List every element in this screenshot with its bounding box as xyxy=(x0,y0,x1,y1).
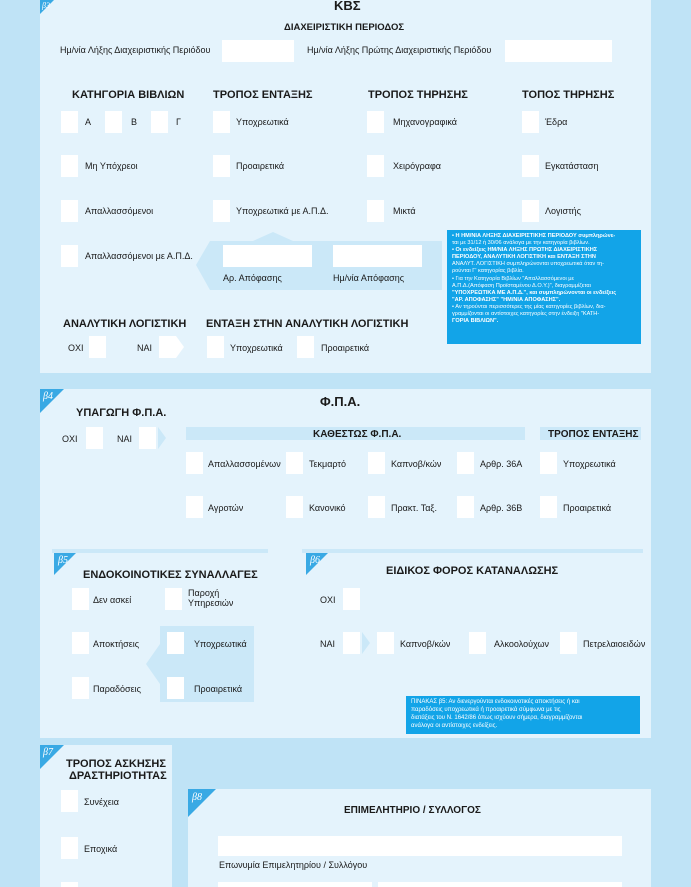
vat-art36b-label: Αρθρ. 36Β xyxy=(480,503,523,513)
sfk-alcohol-checkbox[interactable] xyxy=(469,632,486,654)
note-line: ΓΟΡΙΑ ΒΙΒΛΙΩΝ". xyxy=(452,318,499,325)
activity-continuous-label: Συνέχεια xyxy=(84,797,119,807)
vat-mandatory-checkbox[interactable] xyxy=(540,452,557,474)
chamber-second-field[interactable] xyxy=(218,882,372,887)
cat-not-obliged-label: Μη Υπόχρεοι xyxy=(85,161,138,171)
note-line: • Για την Κατηγορία Βιβλίων "Απαλλασσόμενοι με xyxy=(452,275,574,282)
period-subtitle: ΔΙΑΧΕΙΡΙΣΤΙΚΗ ΠΕΡΙΟΔΟΣ xyxy=(284,22,405,33)
place-accountant-checkbox[interactable] xyxy=(522,200,539,222)
vat-farmers-label: Αγροτών xyxy=(208,503,244,513)
vat-lump-label: Τεκμαρτό xyxy=(309,459,346,469)
note-line: • Η ΗΜ/ΝΙΑ ΛΗΞΗΣ ΔΙΑΧΕΙΡΙΣΤΙΚΗΣ ΠΕΡΙΟΔΟΥ συμπληρώνε- xyxy=(452,233,616,239)
ic-optional-label: Προαιρετικά xyxy=(194,684,243,694)
vat-no-label: ΟΧΙ xyxy=(62,434,78,444)
vat-optional-checkbox[interactable] xyxy=(540,496,557,518)
ic-mode-arrow xyxy=(146,644,160,684)
ic-optional-checkbox[interactable] xyxy=(167,677,184,699)
ic-services-label-1: Παροχή xyxy=(188,588,220,598)
cat-exempt-label: Απαλλασσόμενοι xyxy=(85,206,154,216)
section-b6-label: β6 xyxy=(310,555,320,566)
place-install-label: Εγκατάσταση xyxy=(545,161,599,171)
cat-b-checkbox[interactable] xyxy=(105,111,122,133)
section-b4-title: Φ.Π.Α. xyxy=(320,394,361,409)
analytic-no-label: ΟΧΙ xyxy=(68,343,84,353)
ic-acquisitions-label: Αποκτήσεις xyxy=(93,639,140,649)
keep-hand-checkbox[interactable] xyxy=(367,155,384,177)
section-b7-label: β7 xyxy=(43,747,53,758)
section-b5-title: ΕΝΔΟΚΟΙΝΟΤΙΚΕΣ ΣΥΝΑΛΛΑΓΕΣ xyxy=(83,569,258,581)
keep-mech-label: Μηχανογραφικά xyxy=(393,117,457,127)
vat-art36a-label: Αρθρ. 36Α xyxy=(480,459,523,469)
ic-services-label-2: Υπηρεσιών xyxy=(188,598,234,608)
vat-optional-label: Προαιρετικά xyxy=(563,503,612,513)
note-line: • Οι ενδείξεις ΗΜ/ΝΙΑ ΛΗΞΗΣ ΠΡΩΤΗΣ ΔΙΑΧΕΙΡΙΣΤΙΚΗΣ xyxy=(452,247,598,254)
vat-no-checkbox[interactable] xyxy=(86,427,103,449)
note-line: ρούνται Γ' κατηγορίας βιβλία. xyxy=(452,268,524,275)
mode-mandatory-label: Υποχρεωτικά xyxy=(236,117,289,127)
cat-not-obliged-checkbox[interactable] xyxy=(61,155,78,177)
section-b6-note xyxy=(406,696,640,734)
vat-normal-label: Κανονικό xyxy=(309,503,346,513)
sfk-tobacco-label: Καπνοβ/κών xyxy=(400,639,451,649)
section-b6-top-border xyxy=(302,549,643,553)
keep-mixed-label: Μικτά xyxy=(393,206,416,216)
ic-not-practice-checkbox[interactable] xyxy=(72,588,89,610)
ic-acquisitions-checkbox[interactable] xyxy=(72,632,89,654)
decision-number-field[interactable] xyxy=(223,245,312,267)
header-entry-mode: ΤΡΟΠΟΣ ΕΝΤΑΞΗΣ xyxy=(213,89,313,101)
vat-tobacco-label: Καπνοβ/κών xyxy=(391,459,442,469)
vat-lump-checkbox[interactable] xyxy=(286,452,303,474)
vat-mode-title: ΤΡΟΠΟΣ ΕΝΤΑΞΗΣ xyxy=(548,429,639,440)
entry-mandatory-label: Υποχρεωτικά xyxy=(230,343,283,353)
place-seat-checkbox[interactable] xyxy=(522,111,539,133)
note-line: "ΥΠΟΧΡΕΩΤΙΚΑ ΜΕ Α.Π.Δ.", και συμπληρώνονται οι ενδείξεις xyxy=(452,289,617,296)
keep-mech-checkbox[interactable] xyxy=(367,111,384,133)
end-date-field[interactable] xyxy=(222,40,294,62)
note-line: διατάξεις του Ν. 1642/86 όπως ισχύουν σήμερα, διαγραμμίζονται xyxy=(411,715,583,721)
note-line: ΠΙΝΑΚΑΣ β5: Αν διενεργούνται ενδοκοινοτικές αποκτήσεις ή και xyxy=(411,699,580,705)
note-line: ΠΕΡΙΟΔΟΥ, ΑΝΑΛΥΤΙΚΗ ΛΟΓΙΣΤΙΚΗ και ΕΝΤΑΞΗ ΣΤΗΝ xyxy=(452,254,596,261)
ic-deliveries-label: Παραδόσεις xyxy=(93,684,141,694)
activity-seasonal-label: Εποχικά xyxy=(84,844,118,854)
chamber-name-label: Επωνυμία Επιμελητηρίου / Συλλόγου xyxy=(219,860,368,870)
vat-mandatory-label: Υποχρεωτικά xyxy=(563,459,616,469)
sfk-alcohol-label: Αλκοολούχων xyxy=(494,639,550,649)
vat-tobacco-checkbox[interactable] xyxy=(368,452,385,474)
vat-practice-checkbox[interactable] xyxy=(368,496,385,518)
apd-box-arrow-left xyxy=(196,241,210,290)
section-b7-title-1: ΤΡΟΠΟΣ ΑΣΚΗΣΗΣ xyxy=(66,758,166,770)
section-b5-label: β5 xyxy=(58,555,68,566)
cat-exempt-apd-label: Απαλλασσόμενοι με Α.Π.Δ. xyxy=(85,251,193,261)
sfk-tobacco-checkbox[interactable] xyxy=(377,632,394,654)
decision-date-field[interactable] xyxy=(333,245,422,267)
apd-box-arrow-up xyxy=(253,232,293,241)
vat-art36b-checkbox[interactable] xyxy=(457,496,474,518)
cat-c-checkbox[interactable] xyxy=(151,111,168,133)
vat-practice-label: Πρακτ. Ταξ. xyxy=(391,503,437,513)
ic-not-practice-label: Δεν ασκεί xyxy=(93,595,132,605)
first-end-date-label: Ημ/νία Λήξης Πρώτης Διαχειριστικής Περιόδου xyxy=(307,45,492,55)
analytic-yes-checkbox[interactable] xyxy=(159,336,176,358)
end-date-label: Ημ/νία Λήξης Διαχειριστικής Περιόδου xyxy=(60,45,211,55)
mode-optional-checkbox[interactable] xyxy=(213,155,230,177)
entry-mandatory-checkbox[interactable] xyxy=(207,336,224,358)
mode-mandatory-checkbox[interactable] xyxy=(213,111,230,133)
header-keeping-mode: ΤΡΟΠΟΣ ΤΗΡΗΣΗΣ xyxy=(368,89,468,101)
activity-continuous-checkbox[interactable] xyxy=(61,790,78,812)
vat-farmers-checkbox[interactable] xyxy=(186,496,203,518)
section-b4-label: β4 xyxy=(43,391,53,402)
note-line: ΑΝΑΛΥΤ. ΛΟΓΙΣΤΙΚΗ συμπληρώνονται υποχρεωτικά όταν τη- xyxy=(452,261,605,268)
section-b8-title: ΕΠΙΜΕΛΗΤΗΡΙΟ / ΣΥΛΛΟΓΟΣ xyxy=(344,805,481,816)
sfk-no-label: ΟΧΙ xyxy=(320,595,336,605)
note-line: Α.Π.Δ.(Απόφαση Προϊσταμένου Δ.Ο.Υ.)", διαγραμμίζεται xyxy=(452,282,591,289)
header-keeping-place: ΤΟΠΟΣ ΤΗΡΗΣΗΣ xyxy=(522,89,615,101)
note-line: ται με 31/12 ή 30/06 ανάλογα με την κατηγορία βιβλίων. xyxy=(452,240,590,247)
cat-exempt-checkbox[interactable] xyxy=(61,200,78,222)
first-end-date-field[interactable] xyxy=(505,40,612,62)
ic-mandatory-checkbox[interactable] xyxy=(167,632,184,654)
note-line: "ΑΡ. ΑΠΟΦΑΣΗΣ" "ΗΜ/ΝΙΑ ΑΠΟΦΑΣΗΣ". xyxy=(452,296,561,303)
section-b7-title-2: ΔΡΑΣΤΗΡΙΟΤΗΤΑΣ xyxy=(69,770,167,782)
section-b5-top-border xyxy=(52,549,268,553)
ic-services-checkbox[interactable] xyxy=(165,588,182,610)
note-line: παραδόσεις υποχρεωτικά ή προαιρετικά σύμφωνα με τις xyxy=(411,707,561,713)
note-line: • Αν τηρούνται περισσότερες της μίας κατηγορίες βιβλίων, δια- xyxy=(452,303,606,310)
activity-third-checkbox[interactable] xyxy=(61,882,78,887)
activity-seasonal-checkbox[interactable] xyxy=(61,837,78,859)
vat-arrow xyxy=(158,427,166,449)
note-line: γραμμίζονται οι αντίστοιχες κατηγορίες στην ένδειξη "ΚΑΤΗ- xyxy=(452,311,600,318)
vat-subjection-title: ΥΠΑΓΩΓΗ Φ.Π.Α. xyxy=(76,407,167,419)
ic-deliveries-checkbox[interactable] xyxy=(72,677,89,699)
section-b6-title: ΕΙΔΙΚΟΣ ΦΟΡΟΣ ΚΑΤΑΝΑΛΩΣΗΣ xyxy=(386,565,559,577)
section-b3-title: ΚΒΣ xyxy=(334,0,361,13)
chamber-third-field[interactable] xyxy=(378,882,622,887)
vat-regime-title: ΚΑΘΕΣΤΩΣ Φ.Π.Α. xyxy=(313,429,402,440)
place-seat-label: Έδρα xyxy=(545,117,568,127)
vat-yes-label: ΝΑΙ xyxy=(117,434,133,444)
vat-yes-checkbox[interactable] xyxy=(139,427,156,449)
mode-mandatory-apd-checkbox[interactable] xyxy=(213,200,230,222)
cat-c-label: Γ xyxy=(176,117,181,127)
sfk-yes-label: ΝΑΙ xyxy=(320,639,336,649)
cat-a-label: Α xyxy=(85,117,92,127)
decision-number-label: Αρ. Απόφασης xyxy=(223,273,282,283)
entry-optional-label: Προαιρετικά xyxy=(321,343,370,353)
section-b8-label: β8 xyxy=(192,792,202,803)
sfk-no-checkbox[interactable] xyxy=(343,588,360,610)
cat-b-label: Β xyxy=(131,117,138,127)
sfk-yes-checkbox[interactable] xyxy=(343,632,360,654)
chamber-name-field[interactable] xyxy=(218,836,622,856)
keep-mixed-checkbox[interactable] xyxy=(367,200,384,222)
mode-mandatory-apd-label: Υποχρεωτικά με Α.Π.Δ. xyxy=(236,206,329,216)
mode-optional-label: Προαιρετικά xyxy=(236,161,285,171)
analytic-arrow xyxy=(176,336,184,358)
keep-hand-label: Χειρόγραφα xyxy=(393,161,442,171)
cat-exempt-apd-checkbox[interactable] xyxy=(61,245,78,267)
sfk-arrow xyxy=(362,632,370,654)
section-b3-label: β3 xyxy=(42,1,50,10)
sfk-petroleum-label: Πετρελαιοειδών xyxy=(583,639,646,649)
place-install-checkbox[interactable] xyxy=(522,155,539,177)
ic-mandatory-label: Υποχρεωτικά xyxy=(194,639,247,649)
entry-optional-checkbox[interactable] xyxy=(297,336,314,358)
decision-date-label: Ημ/νία Απόφασης xyxy=(333,273,405,283)
note-line: ανάλογα οι αντίστοιχες ενδείξεις. xyxy=(411,723,498,729)
place-accountant-label: Λογιστής xyxy=(545,206,581,216)
sfk-petroleum-checkbox[interactable] xyxy=(560,632,577,654)
analytic-title: ΑΝΑΛΥΤΙΚΗ ΛΟΓΙΣΤΙΚΗ xyxy=(63,318,187,330)
cat-a-checkbox[interactable] xyxy=(61,111,78,133)
entry-analytic-title: ΕΝΤΑΞΗ ΣΤΗΝ ΑΝΑΛΥΤΙΚΗ ΛΟΓΙΣΤΙΚΗ xyxy=(206,318,409,330)
section-b3-notes xyxy=(447,230,641,344)
vat-art36a-checkbox[interactable] xyxy=(457,452,474,474)
analytic-yes-label: ΝΑΙ xyxy=(137,343,153,353)
header-book-category: ΚΑΤΗΓΟΡΙΑ ΒΙΒΛΙΩΝ xyxy=(72,89,185,101)
vat-normal-checkbox[interactable] xyxy=(286,496,303,518)
vat-exempt-label: Απαλλασσομένων xyxy=(208,459,281,469)
vat-exempt-checkbox[interactable] xyxy=(186,452,203,474)
analytic-no-checkbox[interactable] xyxy=(89,336,106,358)
